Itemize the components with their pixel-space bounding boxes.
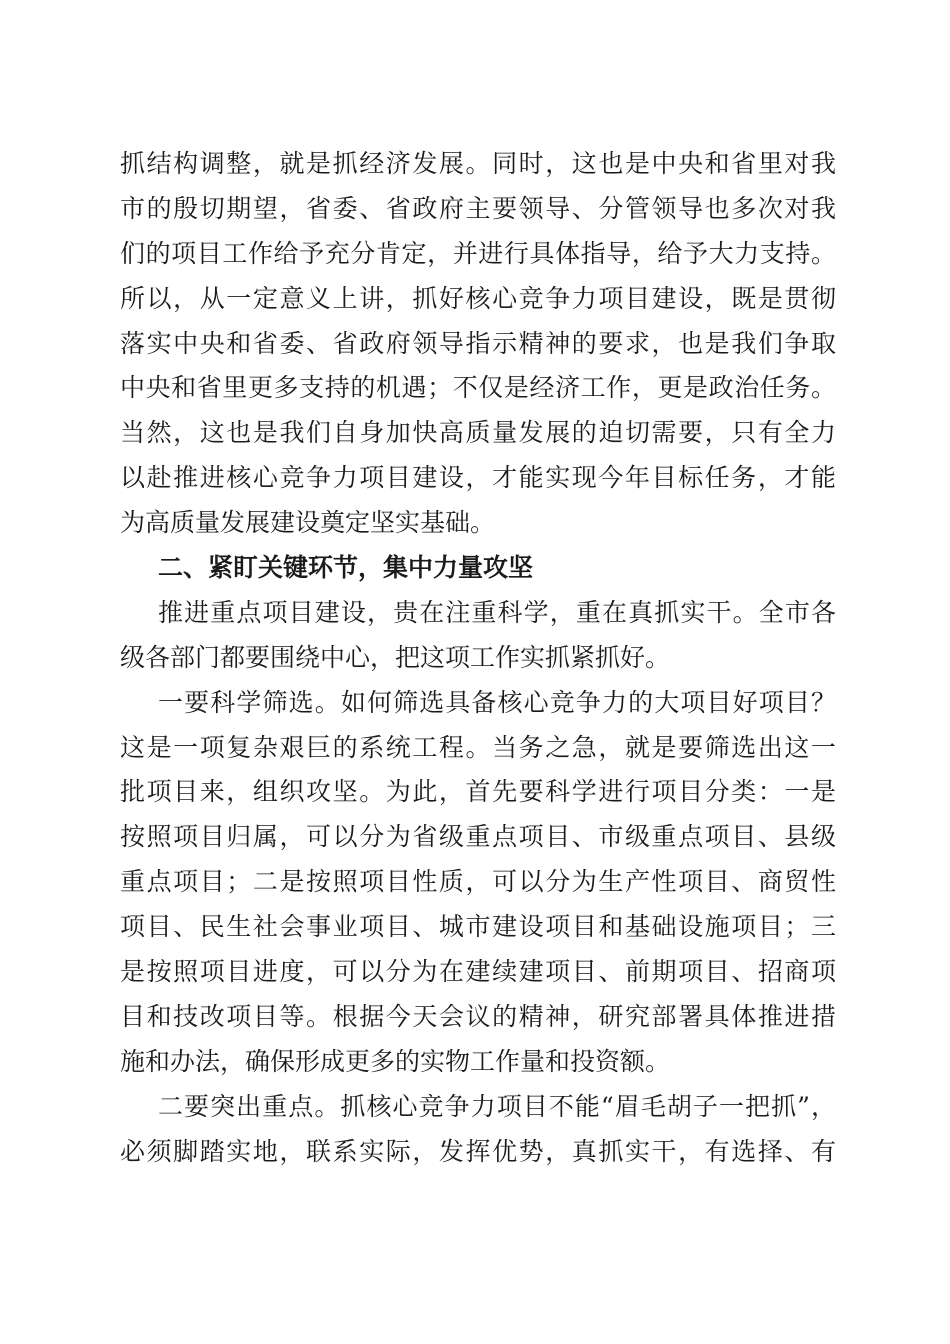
body-line: 施和办法，确保形成更多的实物工作量和投资额。 <box>120 1046 671 1076</box>
body-line: 当然，这也是我们自身加快高质量发展的迫切需要，只有全力 <box>120 418 836 448</box>
body-line: 项目、民生社会事业项目、城市建设项目和基础设施项目；三 <box>120 912 836 942</box>
body-line: 是按照项目进度，可以分为在建续建项目、前期项目、招商项 <box>120 957 836 987</box>
body-line: 级各部门都要围绕中心，把这项工作实抓紧抓好。 <box>120 642 671 672</box>
body-line: 一要科学筛选。如何筛选具备核心竞争力的大项目好项目？ <box>158 687 836 717</box>
body-line: 市的殷切期望，省委、省政府主要领导、分管领导也多次对我 <box>120 193 836 223</box>
body-line: 批项目来，组织攻坚。为此，首先要科学进行项目分类：一是 <box>120 777 836 807</box>
body-line: 们的项目工作给予充分肯定，并进行具体指导，给予大力支持。 <box>120 238 836 268</box>
document-body <box>120 142 836 1174</box>
body-line: 抓结构调整，就是抓经济发展。同时，这也是中央和省里对我 <box>120 149 836 178</box>
body-line: 二要突出重点。抓核心竞争力项目不能“眉毛胡子一把抓”， <box>158 1091 836 1121</box>
body-line: 推进重点项目建设，贵在注重科学，重在真抓实干。全市各 <box>158 597 836 627</box>
body-line: 中央和省里更多支持的机遇；不仅是经济工作，更是政治任务。 <box>120 373 836 403</box>
body-line: 这是一项复杂艰巨的系统工程。当务之急，就是要筛选出这一 <box>120 732 836 762</box>
body-line: 重点项目；二是按照项目性质，可以分为生产性项目、商贸性 <box>120 867 836 897</box>
body-line: 所以，从一定意义上讲，抓好核心竞争力项目建设，既是贯彻 <box>120 283 836 313</box>
section-heading: 二、紧盯关键环节，集中力量攻坚 <box>158 553 534 583</box>
body-line: 落实中央和省委、省政府领导指示精神的要求，也是我们争取 <box>120 328 836 358</box>
body-line: 以赴推进核心竞争力项目建设，才能实现今年目标任务，才能 <box>120 463 836 493</box>
body-line: 按照项目归属，可以分为省级重点项目、市级重点项目、县级 <box>120 822 836 852</box>
body-line: 目和技改项目等。根据今天会议的精神，研究部署具体推进措 <box>120 1001 836 1031</box>
body-line: 必须脚踏实地，联系实际，发挥优势，真抓实干，有选择、有 <box>120 1136 836 1166</box>
body-line: 为高质量发展建设奠定坚实基础。 <box>120 508 496 538</box>
